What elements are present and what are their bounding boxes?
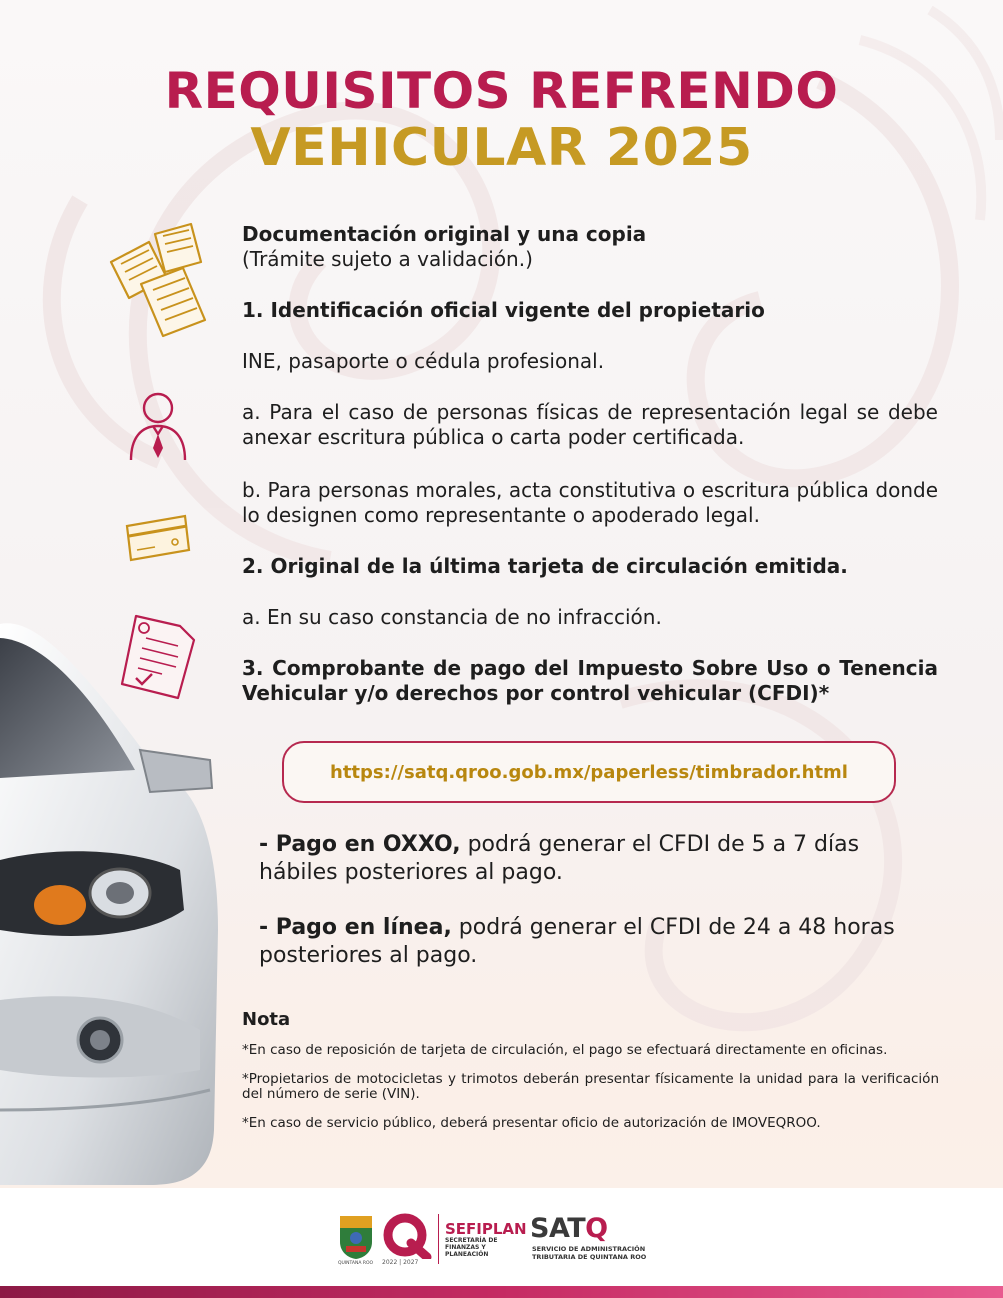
- requirement-1b: b. Para personas morales, acta constitutiva o escritura pública donde lo designen como representante o apoderado legal.: [242, 478, 938, 527]
- satq-main: SAT: [530, 1213, 586, 1244]
- q-logo-years: 2022 | 2027: [382, 1259, 419, 1266]
- card-icon: [123, 512, 193, 564]
- satq-q: Q: [585, 1213, 608, 1244]
- requirement-2-title: 2. Original de la última tarjeta de circulación emitida.: [242, 554, 848, 578]
- footer-divider: [438, 1214, 439, 1264]
- footer-color-bar: [0, 1286, 1003, 1298]
- satq-subtitle: SERVICIO DE ADMINISTRACIÓN TRIBUTARIA DE QUINTANA ROO: [532, 1245, 647, 1261]
- intro-heading: Documentación original y una copia: [242, 222, 647, 246]
- documents-icon: [105, 222, 215, 340]
- person-tie-icon: [127, 388, 189, 462]
- requirement-3-title: 3. Comprobante de pago del Impuesto Sobre Uso o Tenencia Vehicular y/o derechos por control vehicular (CFDI)*: [242, 656, 938, 705]
- requirement-1-title: 1. Identificación oficial vigente del propietario: [242, 298, 765, 322]
- note-1: *En caso de reposición de tarjeta de circulación, el pago se efectuará directamente en oficinas.: [242, 1042, 888, 1058]
- payment-online-text: podrá generar el CFDI de 24 a 48 horas posteriores al pago.: [259, 915, 895, 968]
- timbrador-link[interactable]: https://satq.qroo.gob.mx/paperless/timbrador.html: [330, 761, 848, 783]
- payment-oxxo-label: - Pago en OXXO,: [259, 832, 461, 857]
- q-logo-icon: [381, 1213, 433, 1259]
- requirement-1-text: INE, pasaporte o cédula profesional.: [242, 349, 605, 373]
- timbrador-link-box[interactable]: [282, 741, 896, 803]
- car-illustration: [0, 610, 222, 1185]
- requirement-2a: a. En su caso constancia de no infracción.: [242, 605, 662, 629]
- payment-online: [259, 914, 939, 970]
- intro-subheading: (Trámite sujeto a validación.): [242, 247, 533, 271]
- note-title: Nota: [242, 1009, 291, 1030]
- note-3: *En caso de servicio público, deberá presentar oficio de autorización de IMOVEQROO.: [242, 1115, 821, 1131]
- payment-oxxo: [259, 831, 939, 887]
- title-line-2: VEHICULAR 2025: [250, 118, 753, 178]
- quintana-roo-shield-icon: [338, 1212, 374, 1260]
- title-line-1: REQUISITOS REFRENDO: [164, 62, 839, 120]
- note-2: *Propietarios de motocicletas y trimotos deberán presentar físicamente la unidad para la verificación del número de serie (VIN).: [242, 1071, 939, 1102]
- state-name: QUINTANA ROO: [338, 1261, 374, 1266]
- requirement-1a: a. Para el caso de personas físicas de representación legal se debe anexar escritura pública o carta poder certificada.: [242, 400, 938, 449]
- sefiplan-subtitle: SECRETARÍA DE FINANZAS Y PLANEACIÓN: [445, 1237, 498, 1258]
- satq-logo-text: [530, 1213, 608, 1244]
- payment-oxxo-text: podrá generar el CFDI de 5 a 7 días hábiles posteriores al pago.: [259, 832, 860, 885]
- sefiplan-logo-text: SEFIPLAN: [445, 1220, 527, 1238]
- payment-online-label: - Pago en línea,: [259, 915, 452, 940]
